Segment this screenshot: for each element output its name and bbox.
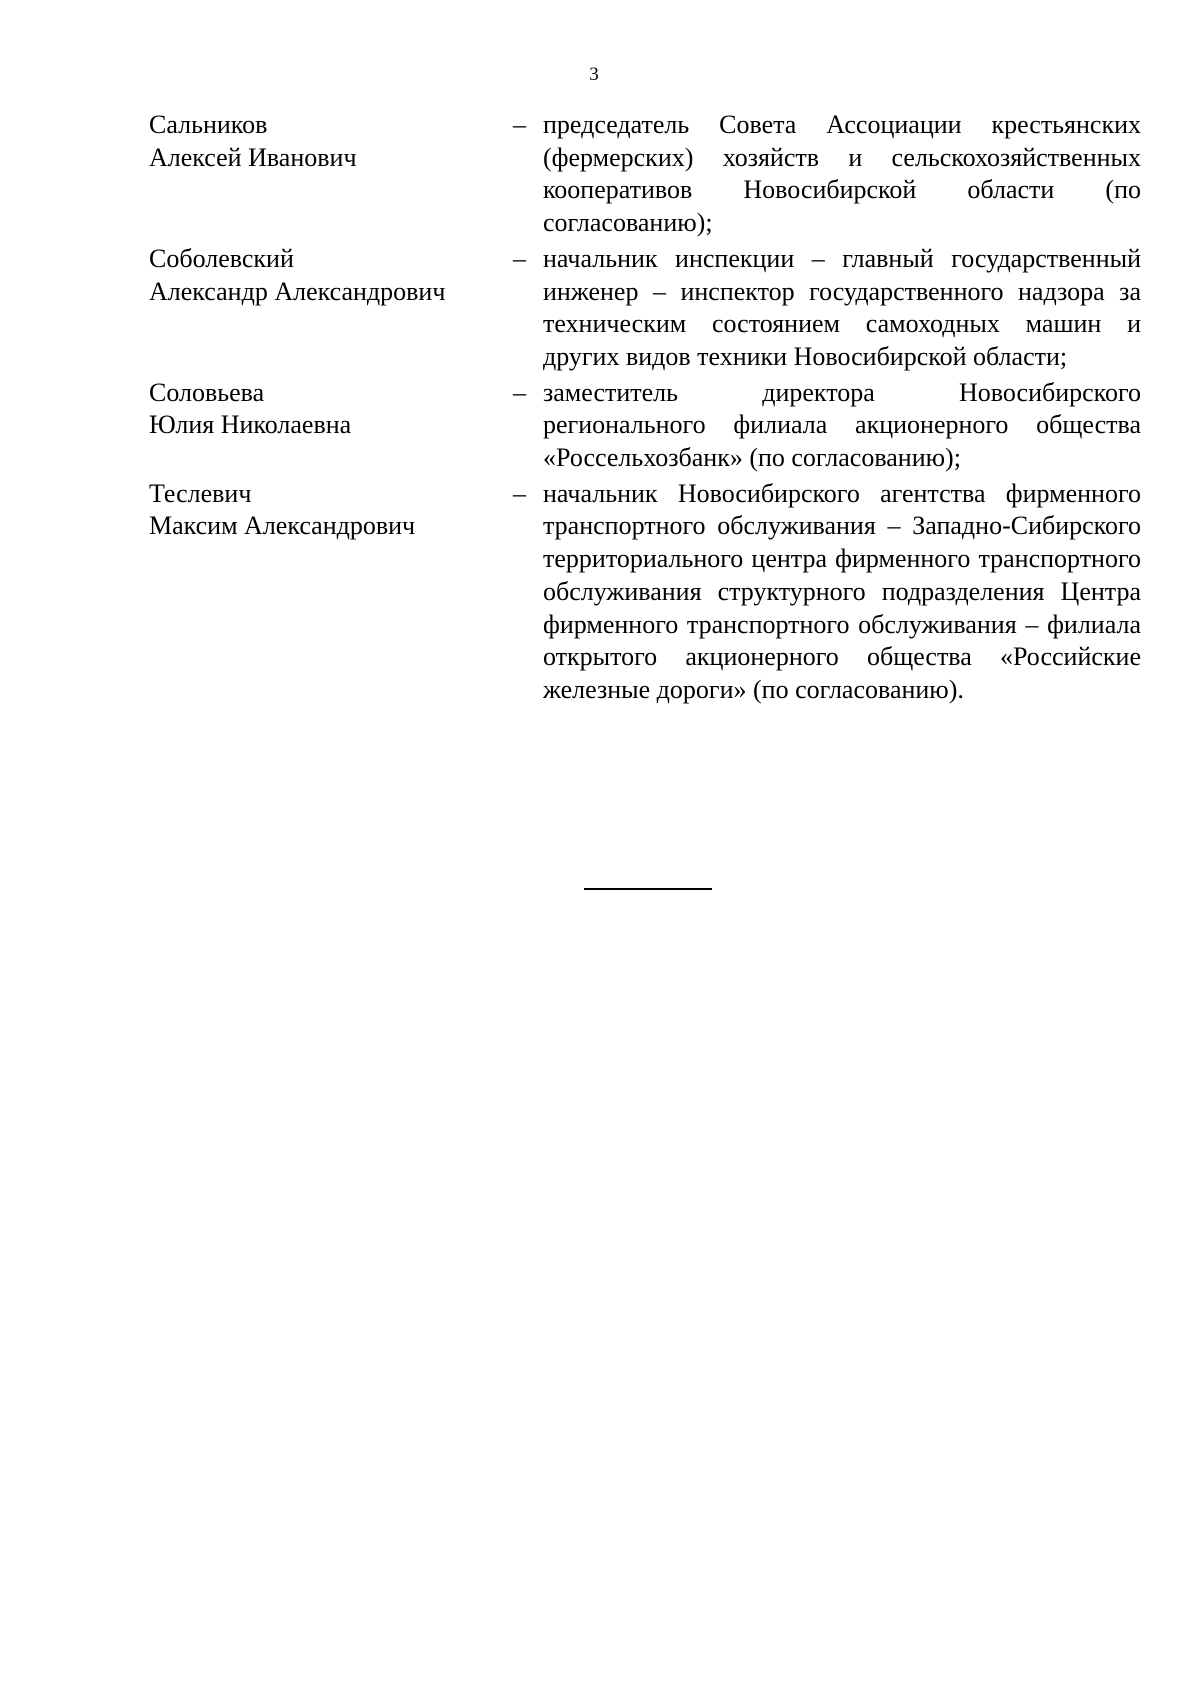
member-entry xyxy=(149,109,1141,240)
member-entry xyxy=(149,243,1141,374)
member-given-names: Максим Александрович xyxy=(149,511,416,541)
member-dash: – xyxy=(513,243,526,273)
member-surname: Теслевич xyxy=(149,478,252,508)
end-of-list-rule xyxy=(584,888,712,890)
member-surname: Соболевский xyxy=(149,243,294,273)
member-role: начальник инспекции – главный государственный инженер – инспектор государственного надзора за техническим состоянием самоходных машин и других видов техники Новосибирской области; xyxy=(543,243,1141,371)
member-given-names: Алексей Иванович xyxy=(149,142,357,172)
page-number: 3 xyxy=(589,64,599,85)
member-surname: Сальников xyxy=(149,110,268,139)
member-dash: – xyxy=(513,377,526,407)
member-dash: – xyxy=(513,478,526,508)
member-name xyxy=(149,377,504,442)
member-list xyxy=(149,109,1141,710)
member-dash: – xyxy=(513,110,526,139)
member-entry xyxy=(149,478,1141,707)
member-role: начальник Новосибирского агентства фирменного транспортного обслуживания – Западно-Сибирского территориального центра фирменного транспортного обслуживания структурного подразделения Центра фирменного транспортного обслуживания – филиала открытого акционерного общества «Российские железные дороги» (по согласованию). xyxy=(543,478,1141,704)
member-role: заместитель директора Новосибирского регионального филиала акционерного общества «Россельхозбанк» (по согласованию); xyxy=(543,377,1141,473)
member-given-names: Юлия Николаевна xyxy=(149,410,352,440)
member-name xyxy=(149,109,504,174)
member-role: председатель Совета Ассоциации крестьянских (фермерских) хозяйств и сельскохозяйственных кооперативов Новосибирской области (по согласованию); xyxy=(543,110,1141,238)
member-given-names: Александр Александрович xyxy=(149,276,446,306)
member-name xyxy=(149,243,504,308)
member-entry xyxy=(149,377,1141,475)
member-surname: Соловьева xyxy=(149,377,265,407)
member-name xyxy=(149,478,504,543)
